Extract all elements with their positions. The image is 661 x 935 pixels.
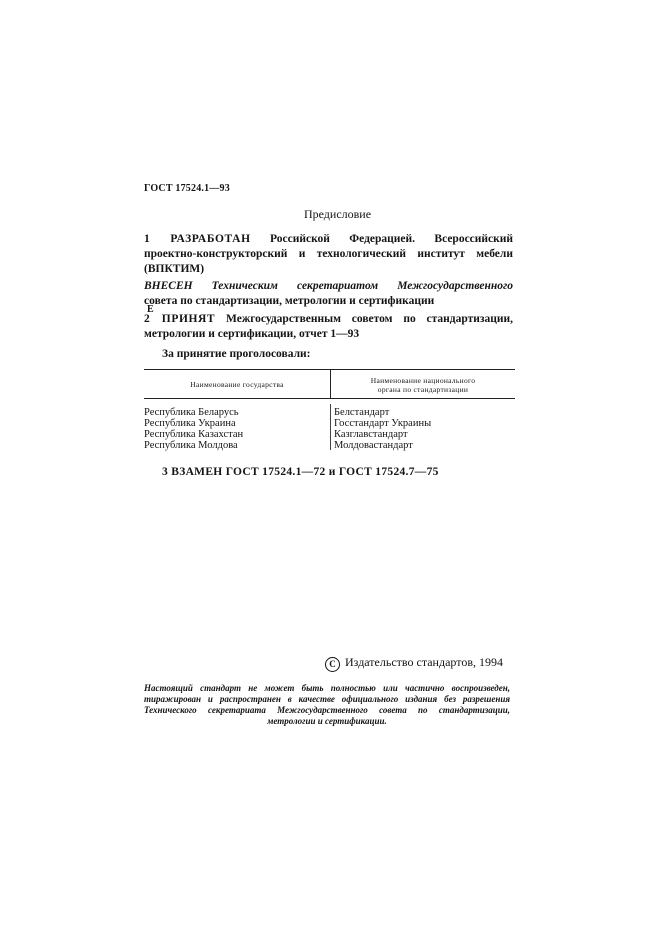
notice-line: Настоящий стандарт не может быть полностью или частично воспроизведен, bbox=[144, 683, 510, 693]
notice-line: метрологии и сертификации. bbox=[267, 716, 387, 726]
table-cell-organ: Молдовастандарт bbox=[334, 440, 413, 451]
section-developed-line: (ВПКТИМ) bbox=[144, 263, 205, 275]
table-cell-state: Республика Молдова bbox=[144, 440, 238, 451]
section-introduced-label: ВНЕСЕН bbox=[144, 280, 193, 292]
copyright-line bbox=[325, 655, 503, 672]
copyright-text: Издательство стандартов, 1994 bbox=[345, 655, 503, 669]
section-adopted-line: 2 ПРИНЯТ Межгосударственным советом по стандартизации, bbox=[144, 313, 514, 325]
table-cell-state: Республика Беларусь bbox=[144, 407, 239, 418]
table-state-column bbox=[144, 407, 243, 451]
page-marker: Е bbox=[147, 304, 154, 315]
document-code: ГОСТ 17524.1—93 bbox=[144, 183, 230, 194]
notice-line: Технического секретариата Межгосударственного совета по стандартизации, bbox=[144, 705, 510, 715]
section-developed-line: проектно-конструкторский и технологический институт мебели bbox=[144, 248, 513, 260]
table-cell-state: Республика Казахстан bbox=[144, 429, 244, 440]
section-introduced-line: ВНЕСЕН Техническим секретариатом Межгосударственного bbox=[144, 280, 513, 292]
section-adopted-line: метрологии и сертификации, отчет 1—93 bbox=[144, 328, 360, 340]
copyright-icon: С bbox=[325, 657, 340, 672]
table-body-divider bbox=[330, 404, 331, 450]
table-header-rule bbox=[144, 398, 515, 399]
table-cell-organ: Казглавстандарт bbox=[334, 429, 408, 440]
reproduction-notice bbox=[144, 683, 510, 727]
voted-heading: За принятие проголосовали: bbox=[162, 348, 311, 360]
table-header-organ: Наименование национального органа по стандартизации bbox=[370, 376, 476, 394]
replaces-statement: 3 ВЗАМЕН ГОСТ 17524.1—72 и ГОСТ 17524.7—75 bbox=[162, 466, 439, 478]
table-cell-state: Республика Украина bbox=[144, 418, 236, 429]
section-developed-line: 1 РАЗРАБОТАН Российской Федерацией. Всероссийский bbox=[144, 233, 514, 245]
section-adopted-label: 2 ПРИНЯТ bbox=[144, 313, 216, 325]
notice-line: тиражирован и распространен в качестве официального издания без разрешения bbox=[144, 694, 510, 704]
table-header-state: Наименование государства bbox=[190, 380, 284, 389]
table-cell-organ: Госстандарт Украины bbox=[334, 418, 432, 429]
section-developed-label: 1 РАЗРАБОТАН bbox=[144, 233, 251, 245]
table-cell-organ: Белстандарт bbox=[334, 407, 390, 418]
table-organ-column bbox=[334, 407, 431, 451]
section-adopted bbox=[144, 312, 513, 342]
section-developed bbox=[144, 232, 513, 277]
section-introduced bbox=[144, 279, 513, 309]
page-title: Предисловие bbox=[303, 207, 372, 221]
section-introduced-line: совета по стандартизации, метрологии и сертификации bbox=[144, 295, 435, 307]
